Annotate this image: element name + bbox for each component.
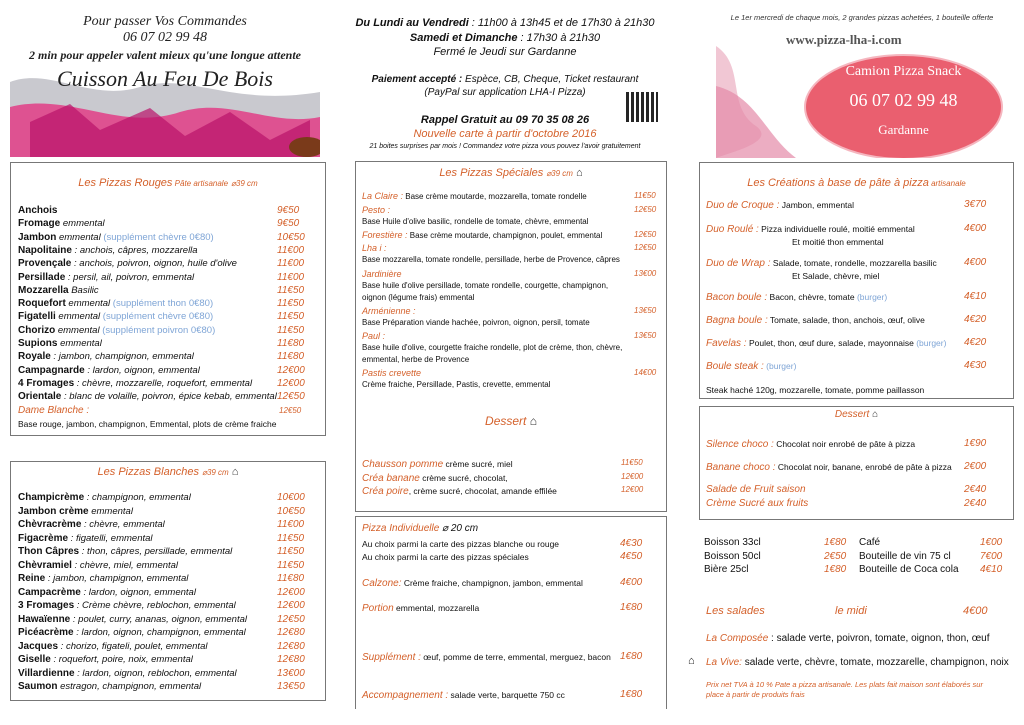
item-name: Favelas :: [706, 338, 747, 349]
item-supplement: (supplément poivron 0€80): [102, 324, 216, 336]
dessert-right-title: Dessert ⌂: [834, 409, 879, 420]
item-price: 11€50: [634, 191, 656, 200]
paypal-info: (PayPal sur application LHA-I Pizza): [424, 87, 586, 98]
item-price: 12€00: [277, 586, 305, 598]
item-price: 10€00: [277, 492, 305, 503]
menu-item: [18, 546, 232, 558]
dame-blanche-desc: Base rouge, jambon, champignon, Emmental, plots de crème fraiche: [18, 419, 277, 429]
drink-price: 1€00: [980, 537, 1003, 548]
item-desc: Base crème moutarde, champignon, poulet, emmental: [407, 231, 603, 240]
diameter-icon: ⌀: [202, 468, 207, 477]
menu-item: [18, 614, 247, 626]
item-name: Duo de Croque :: [706, 200, 780, 211]
item-name: Figatelli: [18, 311, 56, 323]
menu-item: [362, 367, 421, 379]
item-desc: crème sucré, miel: [443, 459, 513, 469]
item-desc: Base crème moutarde, mozzarella, tomate rondelle: [403, 192, 587, 201]
drink-name: Bière 25cl: [704, 564, 749, 575]
vive-row: La Vive: salade verte, chèvre, tomate, mozzarelle, champignon, noix: [706, 657, 1009, 668]
item-price: 9€50: [277, 218, 300, 230]
menu-item: [18, 258, 237, 270]
item-price: 13€00: [277, 667, 305, 679]
item-name: Giselle: [18, 654, 51, 665]
creations-title: Les Créations à base de pâte à pizza artisanale: [747, 177, 966, 189]
menu-item: [18, 285, 99, 297]
item-price: 4€20: [964, 314, 987, 325]
item-price: 11€00: [277, 519, 305, 530]
item-desc: Base huile d'olive, courgette fraiche rondelle, plot de crème, thon, chèvre,: [362, 343, 623, 352]
item-desc: estragon, champignon, emmental: [57, 681, 202, 692]
salades-midi: le midi: [835, 605, 867, 617]
header-info: [355, 16, 655, 60]
item-name: Duo de Wrap :: [706, 258, 771, 269]
accomp-price: 1€80: [620, 689, 643, 700]
item-name: Paul :: [362, 331, 386, 341]
creations-box: [699, 162, 1014, 399]
item-price: 11€50: [277, 559, 305, 571]
item-price: 12€80: [277, 640, 305, 652]
item-price: 12€00: [621, 485, 644, 494]
item-price: 10€50: [277, 505, 305, 517]
item-desc: : blanc de volaille, poivron, épice kebab, emmental: [61, 391, 277, 403]
item-name: Orientale: [18, 391, 62, 403]
item-price: 12€50: [634, 243, 657, 252]
item-desc: : jambon, champignon, emmental: [45, 573, 189, 584]
item-price: 11€50: [277, 546, 305, 557]
item-price: 11€50: [277, 324, 305, 336]
item-desc: : jambon, champignon, emmental: [50, 351, 194, 363]
menu-item: [18, 218, 105, 230]
item-price: 12€00: [277, 364, 305, 376]
menu-item: [18, 311, 213, 323]
item-desc: Crème fraiche, Persillade, Pastis, crevette, emmental: [362, 380, 551, 389]
callback-info: Rappel Gratuit au 09 70 35 08 26: [420, 114, 590, 126]
banner-left-phone: 06 07 02 99 48: [123, 30, 207, 45]
item-name: Boule steak :: [706, 361, 764, 372]
item-desc: emmental: [57, 338, 102, 349]
item-desc: Chocolat noir enrobé de pâte à pizza: [773, 439, 916, 449]
item-name: Champicrème: [18, 492, 85, 503]
item-desc: : chorizo, figateli, poulet, emmental: [58, 640, 208, 652]
menu-item: [362, 330, 385, 342]
item-name: Supions: [18, 338, 58, 349]
menu-item: [18, 298, 213, 310]
menu-item: [362, 242, 387, 254]
takeaway-icon: ⌂: [231, 466, 239, 478]
individuelle-p1: 4€30: [620, 538, 643, 549]
item-desc: Base huile d'olive persillade, tomate rondelle, courgette, champignon,: [362, 281, 609, 290]
diameter-icon: ⌀: [546, 169, 552, 178]
item-desc: Salade, tomate, rondelle, mozzarella basilic: [770, 258, 937, 268]
item-desc: emmental: [55, 311, 103, 323]
item-price: 10€50: [277, 231, 305, 243]
item-name: Provençale: [18, 258, 72, 270]
menu-item: [18, 560, 178, 572]
item-name: Saumon: [18, 681, 58, 692]
item-name: Lha i :: [362, 243, 387, 253]
menu-item: [706, 314, 925, 327]
item-price: 11€50: [277, 298, 305, 310]
menu-item: [362, 204, 390, 216]
item-price: 11€80: [277, 338, 305, 349]
item-price: 9€50: [277, 205, 300, 216]
item-tag: (burger): [763, 361, 797, 371]
item-name: Campagnarde: [18, 364, 85, 376]
item-price: 4€10: [964, 291, 987, 302]
item-desc: : figatelli, emmental: [68, 532, 153, 544]
item-name: Villardienne: [18, 667, 75, 679]
item-name: Campacrème: [18, 586, 81, 598]
takeaway-icon: ⌂: [872, 409, 879, 420]
item-supplement: (supplément chèvre 0€80): [103, 231, 214, 243]
drink-price: 1€80: [824, 537, 847, 548]
pizzas-speciales-box: [355, 161, 667, 512]
menu-item: [362, 458, 513, 471]
menu-item: [706, 461, 952, 474]
banner-left-line1: Pour passer Vos Commandes: [83, 14, 247, 29]
banner-city: Gardanne: [878, 122, 929, 137]
item-price: 11€00: [277, 258, 305, 270]
item-name: 4 Fromages: [18, 377, 75, 389]
menu-item: [18, 232, 214, 244]
item-desc: Base Huile d'olive basilic, rondelle de tomate, chèvre, emmental: [362, 217, 589, 226]
menu-item: [18, 391, 277, 403]
takeaway-icon: ⌂: [688, 655, 695, 667]
item-price: 12€50: [634, 230, 657, 239]
item-desc: emmental: [55, 324, 103, 336]
item-price: 11€80: [277, 573, 305, 584]
drink-name: Boisson 50cl: [704, 550, 761, 562]
item-name: Bacon boule :: [706, 292, 768, 303]
item-desc: : lardon, oignon, reblochon, emmental: [74, 667, 237, 679]
item-desc: Base Préparation viande hachée, poivron, oignon, persil, tomate: [362, 318, 590, 327]
closed-day: Fermé le Jeudi sur Gardanne: [433, 46, 577, 58]
item-price: 13€50: [634, 331, 657, 340]
item-desc: : lardon, oignon, champignon, emmental: [73, 627, 246, 638]
menu-item: [18, 506, 133, 518]
item-desc: : champignon, emmental: [84, 492, 191, 503]
drink-name: Bouteille de Coca cola: [859, 564, 959, 575]
menu-item: [706, 360, 796, 373]
item-name: Mozzarella: [18, 284, 69, 296]
drink-name: Café: [859, 537, 881, 548]
item-desc: : anchois, câpres, mozzarella: [71, 244, 198, 256]
drink-price: 1€80: [824, 564, 847, 575]
surprise-note: 21 boites surprises par mois ! Commandez votre pizza vous pouvez l'avoir gratuitement: [369, 143, 641, 150]
item-desc: emmental: [88, 505, 133, 517]
menu-item: [18, 351, 194, 363]
menu-item: [362, 190, 587, 203]
item-desc: Tomate, salade, thon, anchois, œuf, olive: [767, 315, 925, 325]
item-desc: Chocolat noir, banane, enrobé de pâte à pizza: [775, 462, 952, 472]
item-supplement: (supplément chèvre 0€80): [102, 311, 214, 323]
menu-item: [706, 199, 854, 212]
item-price: 12€00: [277, 377, 305, 389]
menu-item: [18, 365, 200, 377]
item-name: Arménienne :: [362, 306, 416, 316]
salades-price: 4€00: [963, 605, 988, 617]
menu-item: [362, 472, 508, 485]
item-price: 4€00: [964, 257, 987, 268]
item-name: Chèvramiel: [18, 559, 72, 571]
item-name: Duo Roulé :: [706, 224, 759, 235]
item-name: Bagna boule :: [706, 315, 768, 326]
item-desc: crème sucré, chocolat,: [419, 472, 508, 483]
drink-name: Boisson 33cl: [704, 537, 761, 548]
item-price: 11€50: [277, 311, 305, 323]
site-url[interactable]: www.pizza-lha-i.com: [786, 32, 902, 47]
item-price: 4€00: [964, 223, 987, 234]
menu-item: [362, 229, 602, 242]
item-desc: : anchois, poivron, oignon, huile d'olive: [71, 258, 237, 270]
banner-name: Camion Pizza Snack: [845, 64, 962, 79]
takeaway-icon: ⌂: [576, 167, 583, 179]
item-name: Napolitaine: [18, 244, 72, 256]
menu-item: [18, 492, 191, 504]
supplement-row: Supplément : œuf, pomme de terre, emmental, merguez, bacon: [362, 652, 611, 663]
menu-item: [706, 257, 937, 270]
item-price: 12€80: [277, 627, 305, 638]
item-name: Chorizo: [18, 324, 56, 336]
item-name: Pesto :: [362, 205, 391, 215]
menu-item: [18, 641, 207, 653]
drink-price: 7€00: [980, 550, 1003, 562]
diameter-icon: ⌀: [231, 179, 236, 188]
item-desc: : lardon, oignon, emmental: [80, 586, 196, 598]
banner-left: [10, 12, 320, 157]
menu-item: [706, 438, 915, 451]
item-desc: : roquefort, poire, noix, emmental: [50, 654, 193, 665]
item-desc: : thon, câpres, persillade, emmental: [79, 546, 233, 557]
item-price: 11€50: [621, 458, 643, 467]
item-price: 4€20: [964, 337, 987, 348]
item-price: 11€00: [277, 271, 305, 283]
individuelle-title: Pizza Individuelle ⌀ 20 cm: [362, 523, 479, 534]
composee-row: La Composée : salade verte, poivron, tomate, oignon, thon, œuf: [706, 633, 990, 644]
menu-item: [706, 337, 946, 350]
speciales-title: Les Pizzas Spéciales ⌀39 cm ⌂: [439, 167, 583, 179]
dame-blanche: Dame Blanche :: [18, 405, 90, 416]
item-name: Créa poire: [362, 486, 409, 497]
item-name: Forestière :: [362, 230, 408, 240]
item-desc: Poulet, thon, œuf dure, salade, mayonnaise: [746, 338, 914, 348]
menu-item: [18, 245, 198, 257]
menu-item: [18, 325, 215, 337]
item-name: Roquefort: [18, 298, 66, 310]
item-desc: Jambon, emmental: [779, 200, 855, 210]
item-price: 14€00: [634, 368, 657, 377]
menu-item: [706, 223, 915, 236]
menu-item: [18, 205, 57, 217]
item-tag: (burger): [913, 338, 947, 348]
drink-name: Bouteille de vin 75 cl: [859, 550, 951, 562]
top-note: Le 1er mercredi de chaque mois, 2 grandes pizzas achetées, 1 bouteille offerte: [730, 13, 994, 22]
item-desc: Et moitié thon emmental: [792, 237, 884, 247]
hours-weekend: Samedi et Dimanche : 17h30 à 21h30: [409, 31, 601, 44]
menu-item: [706, 498, 808, 510]
portion-price: 1€80: [620, 602, 643, 613]
item-desc: : persil, ail, poivron, emmental: [65, 271, 195, 283]
item-name: La Claire :: [362, 191, 404, 201]
takeaway-icon: ⌂: [529, 414, 537, 428]
pizzas-blanches-box: [10, 461, 326, 701]
menu-item: [18, 272, 194, 284]
item-desc: emmental: [65, 298, 113, 310]
pizzas-rouges-box: [10, 162, 326, 436]
item-price: 12€50: [277, 613, 305, 625]
menu-item: [18, 519, 165, 531]
item-name: Figacrème: [18, 532, 69, 544]
item-desc: oignon (légume frais) emmental: [362, 293, 475, 302]
item-name: Reine: [18, 573, 46, 584]
item-price: 2€40: [964, 498, 987, 509]
menu-item: [706, 484, 806, 496]
item-desc: , crème sucré, chocolat, amande effilée: [408, 486, 557, 496]
item-name: Picéacrème: [18, 627, 74, 638]
menu-item: [362, 305, 416, 317]
hours-weekday: Du Lundi au Vendredi : 11h00 à 13h45 et de 17h30 à 21h30: [355, 17, 655, 29]
item-name: Salade de Fruit saison: [706, 484, 806, 495]
menu-item: [18, 378, 252, 390]
item-price: 11€80: [277, 351, 305, 363]
banner-phone: 06 07 02 99 48: [849, 90, 958, 110]
item-name: Persillade: [18, 271, 66, 283]
menu-item: [18, 600, 236, 612]
calzone-price: 4€00: [620, 577, 643, 588]
menu-item: [18, 627, 246, 639]
item-name: 3 Fromages: [18, 600, 75, 611]
item-desc: : poulet, curry, ananas, oignon, emmental: [70, 613, 247, 625]
dame-blanche-price: 12€50: [279, 406, 302, 415]
item-desc: : chèvre, miel, emmental: [71, 559, 179, 571]
menu-item: [362, 268, 402, 280]
individuelle-box: [355, 516, 667, 709]
item-price: 3€70: [964, 199, 987, 210]
item-name: Silence choco :: [706, 439, 774, 450]
menu-item: [18, 681, 201, 693]
item-price: 11€50: [277, 532, 305, 544]
calzone-row: Calzone: Crème fraiche, champignon, jambon, emmental: [362, 578, 583, 589]
item-price: 2€40: [964, 484, 987, 495]
blanches-title: Les Pizzas Blanches ⌀39 cm ⌂: [97, 466, 239, 478]
individuelle-p2: 4€50: [620, 551, 643, 562]
item-desc: emmental: [60, 218, 105, 230]
dessert-right-box: [699, 406, 1014, 520]
item-price: 12€80: [277, 654, 305, 665]
item-desc: : chèvre, mozzarelle, roquefort, emmental: [74, 377, 253, 389]
individuelle-r1: Au choix parmi la carte des pizzas blanche ou rouge: [362, 539, 560, 549]
item-desc: Base mozzarella, tomate rondelle, persillade, herbe de Provence, câpres: [362, 255, 620, 264]
item-desc: : lardon, oignon, emmental: [84, 364, 200, 376]
individuelle-r2: Au choix parmi la carte des pizzas spéciales: [362, 552, 529, 562]
item-price: 1€90: [964, 438, 987, 449]
item-price: 11€50: [277, 284, 305, 296]
item-desc: Bacon, chèvre, tomate: [767, 292, 855, 302]
item-name: Créa banane: [362, 472, 420, 484]
item-desc: : chèvre, emmental: [81, 519, 165, 530]
item-name: Jardinière: [362, 269, 402, 279]
banner-left-title: Cuisson Au Feu De Bois: [57, 66, 273, 91]
item-desc: Et Salade, chèvre, miel: [792, 271, 880, 281]
payment-info: Paiement accepté : Espèce, CB, Cheque, Ticket restaurant (PayPal sur application LHA-I Pizza): [355, 73, 655, 99]
item-tag: (burger): [854, 292, 888, 302]
item-price: 12€00: [277, 600, 305, 611]
diameter-icon: ⌀: [442, 523, 449, 534]
item-name: Crème Sucré aux fruits: [706, 498, 809, 509]
item-desc: emmental, herbe de Provence: [362, 355, 470, 364]
item-name: Banane choco :: [706, 462, 776, 473]
menu-item: [362, 485, 557, 498]
banner-right: [716, 26, 1013, 158]
item-desc: Basilic: [68, 284, 99, 296]
item-price: 13€50: [277, 681, 305, 692]
footer-note-2: place à partir de produits frais: [706, 690, 805, 699]
item-desc: : Crème chèvre, reblochon, emmental: [74, 600, 236, 611]
menu-item: [18, 573, 188, 585]
dessert-mid-title: Dessert ⌂: [485, 414, 537, 428]
item-price: 12€50: [277, 391, 305, 403]
item-price: 2€00: [964, 461, 987, 472]
new-menu-note: Nouvelle carte à partir d'octobre 2016: [413, 128, 597, 140]
item-price: 11€00: [277, 244, 305, 256]
menu-item: [706, 291, 887, 304]
menu-item: [18, 587, 196, 599]
item-price: 4€30: [964, 360, 987, 371]
item-name: Fromage: [18, 218, 61, 230]
item-name: Royale: [18, 351, 51, 363]
menu-item: [18, 654, 193, 666]
footer-note-1: Prix net TVA à 10 % Pate a pizza artisanale. Les plats fait maison sont élaborés sur: [706, 680, 983, 689]
steak-desc: Steak haché 120g, mozzarelle, tomate, pomme paillasson: [706, 385, 925, 395]
menu-item: [18, 533, 153, 545]
item-name: Thon Câpres: [18, 546, 80, 557]
rouges-title: Les Pizzas Rouges Pâte artisanale ⌀39 cm: [78, 177, 258, 189]
item-desc: emmental: [56, 231, 104, 243]
item-price: 13€00: [634, 269, 657, 278]
item-name: Anchois: [18, 205, 58, 216]
item-price: 12€50: [634, 205, 657, 214]
item-supplement: (supplément thon 0€80): [112, 298, 214, 310]
item-desc: Pizza individuelle roulé, moitié emmental: [758, 224, 915, 234]
supplement-price: 1€80: [620, 651, 643, 662]
menu-item: [18, 668, 237, 680]
item-name: Chèvracrème: [18, 519, 82, 530]
banner-left-line3: 2 min pour appeler valent mieux qu'une longue attente: [28, 48, 302, 62]
salades-title: Les salades: [706, 605, 765, 617]
drink-price: 4€10: [980, 564, 1003, 575]
menu-item: [18, 338, 102, 350]
item-name: Jambon crème: [18, 505, 89, 517]
drink-price: 2€50: [824, 550, 847, 562]
item-name: Chausson pomme: [362, 459, 444, 470]
item-name: Jacques: [18, 640, 59, 652]
item-price: 12€00: [621, 471, 644, 481]
item-name: Hawaïenne: [18, 613, 71, 625]
item-name: Jambon: [18, 231, 57, 243]
item-price: 13€50: [634, 306, 657, 315]
accomp-row: Accompagnement : salade verte, barquette 750 cc: [362, 690, 565, 701]
item-name: Pastis crevette: [362, 368, 422, 378]
portion-row: Portion emmental, mozzarella: [362, 603, 480, 614]
